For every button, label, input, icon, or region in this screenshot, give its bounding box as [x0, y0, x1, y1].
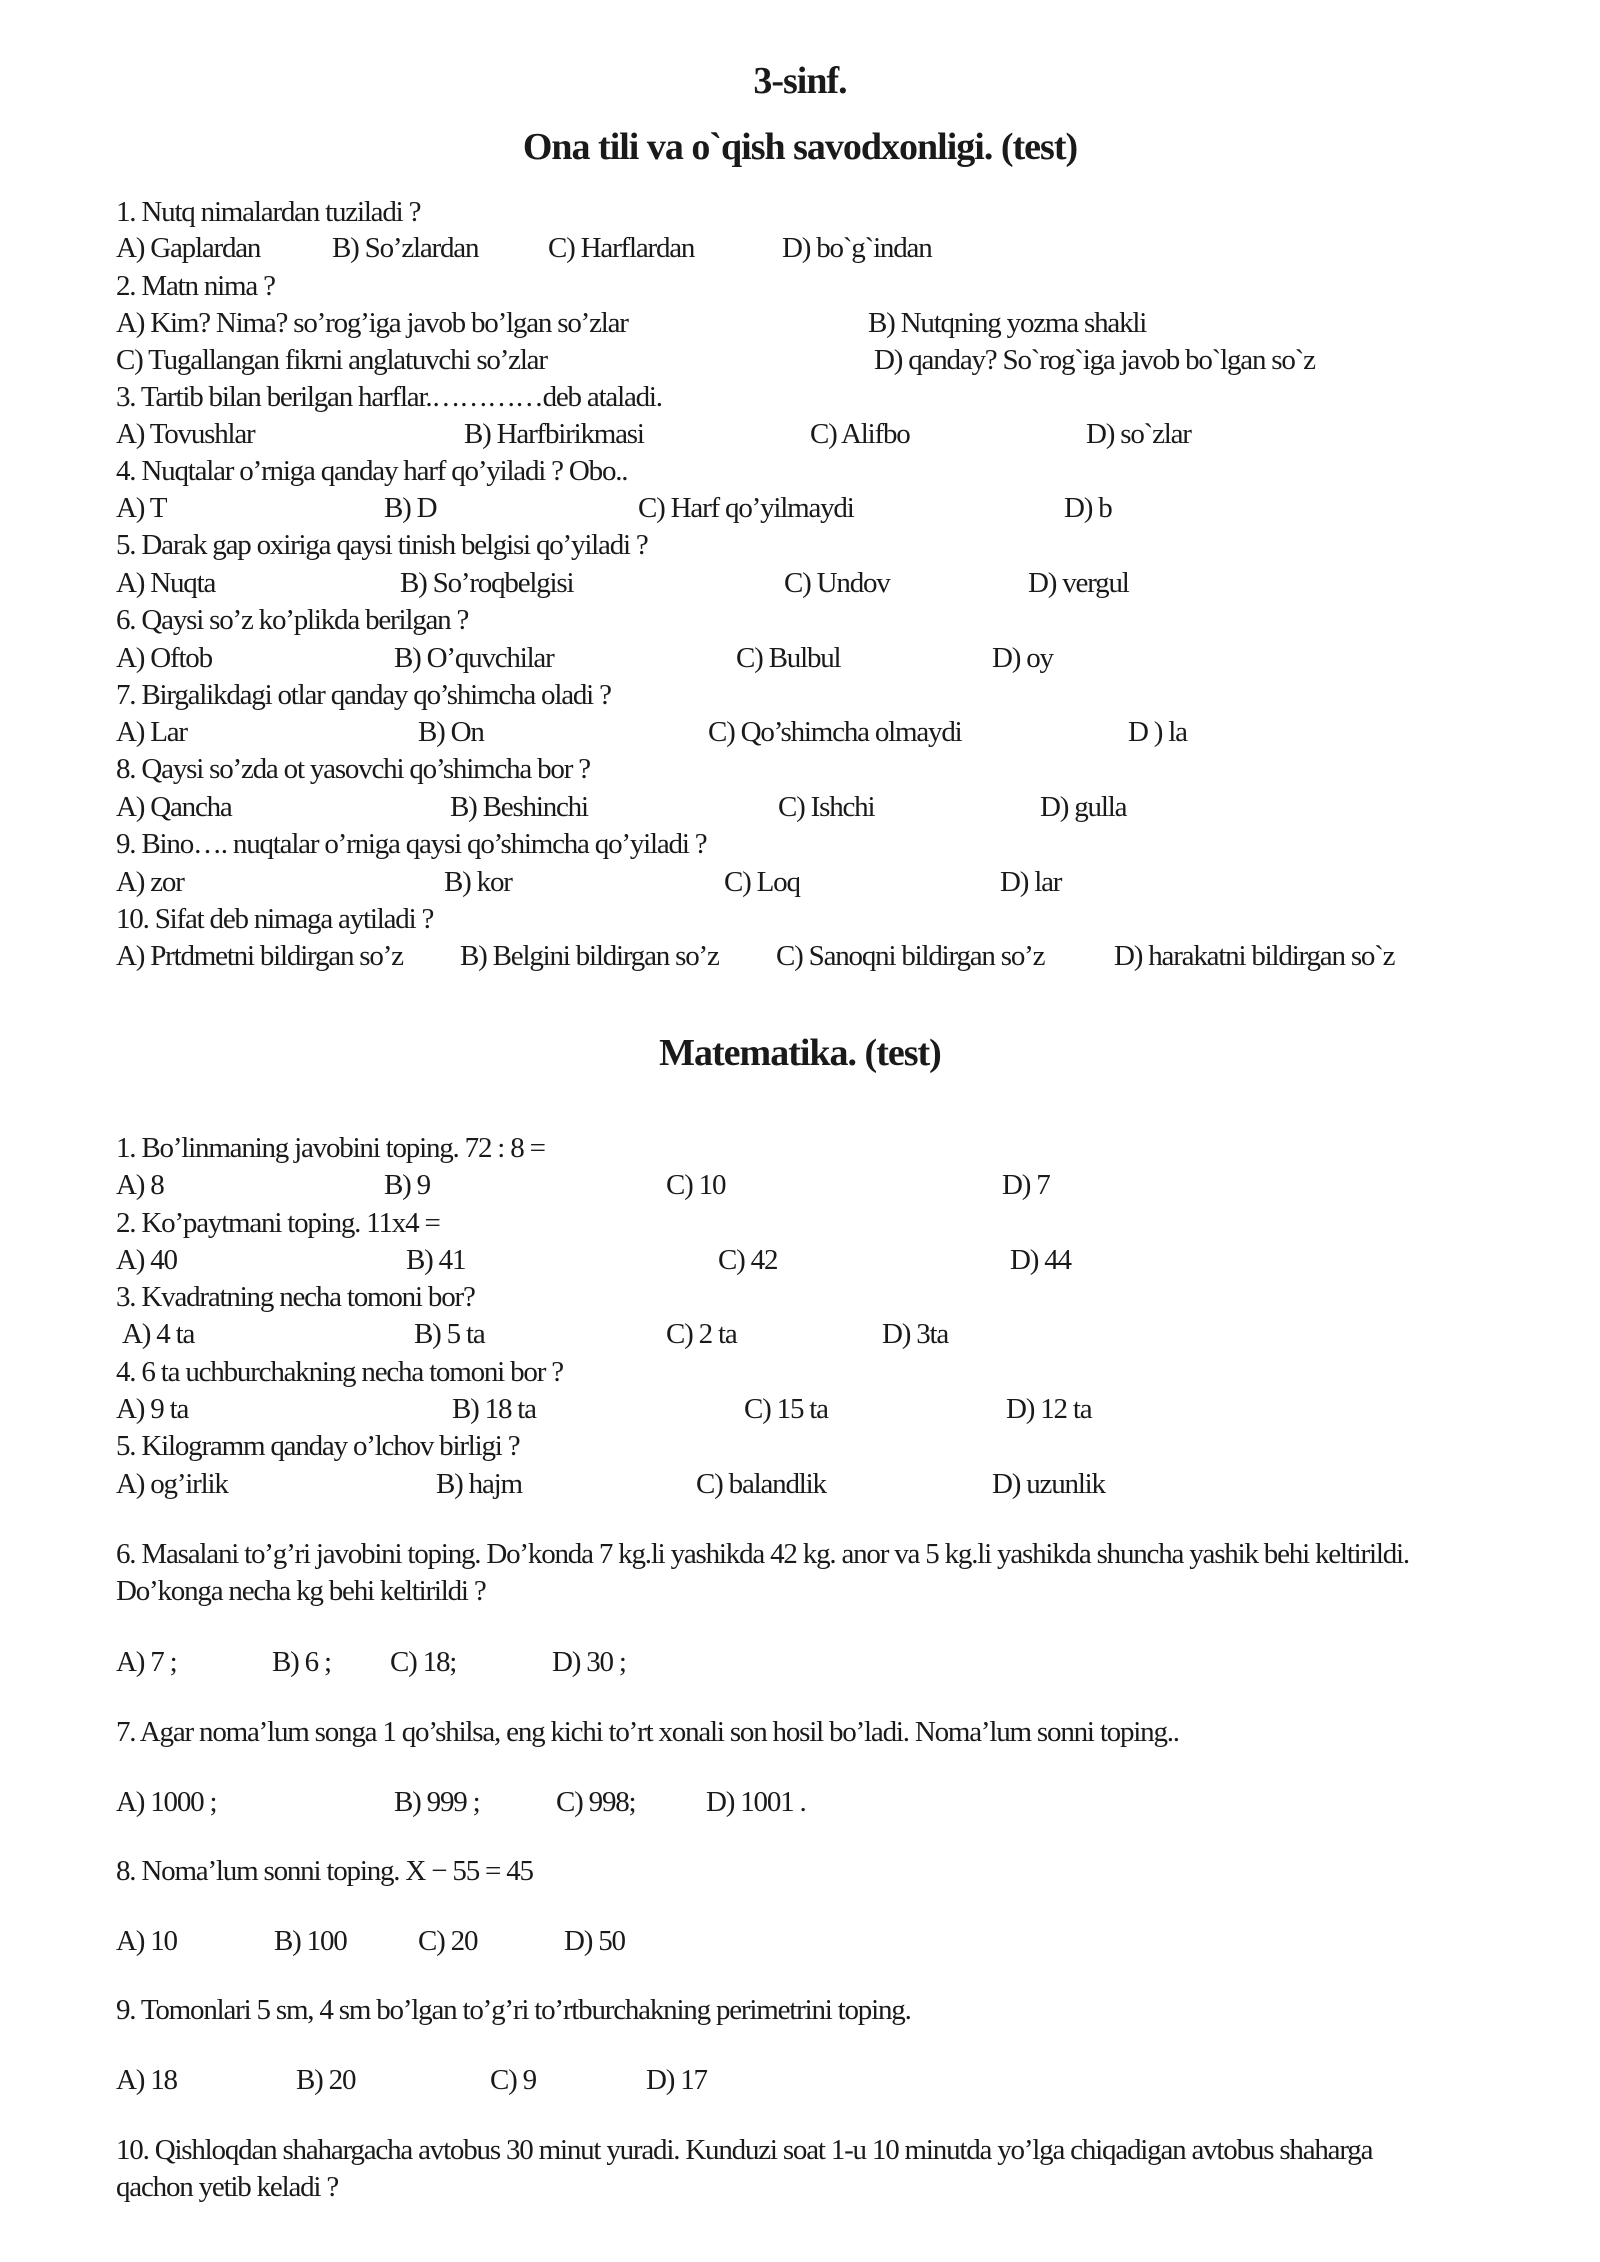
answer-option: D) qanday? So`rog`iga javob bo`lgan so`z [874, 344, 1315, 376]
answer-option: C) 10 [666, 1169, 726, 1201]
question: 2. Matn nima ? [116, 270, 275, 302]
question: 1. Bo’linmaning javobini toping. 72 : 8 = [116, 1132, 545, 1164]
answer-option: A) Kim? Nima? so’rog’iga javob bo’lgan so’zlar [116, 307, 628, 339]
answer-option: D) oy [992, 642, 1053, 674]
answer-option: A) Qancha [116, 791, 232, 823]
answer-option: C) 2 ta [666, 1318, 737, 1350]
answer-option: B) So’roqbelgisi [400, 567, 574, 599]
answer-option: C) 9 [490, 2064, 536, 2096]
question: 6. Masalani to’g’ri javobini toping. Do’konda 7 kg.li yashikda 42 kg. anor va 5 kg.li yashikda shuncha yashik behi keltirildi. Do’konga necha kg behi keltirildi ? [116, 1538, 1409, 1607]
answer-option: C) 15 ta [744, 1393, 828, 1425]
answer-option: C) Tugallangan fikrni anglatuvchi so’zlar [116, 344, 547, 376]
question: 1. Nutq nimalardan tuziladi ? [116, 196, 421, 228]
answer-option: C) Ishchi [778, 791, 875, 823]
answer-option: B) Belgini bildirgan so’z [460, 940, 719, 972]
answer-option: A) Prtdmetni bildirgan so’z [116, 940, 403, 972]
answer-option: A) Tovushlar [116, 418, 255, 450]
answer-option: C) balandlik [696, 1468, 826, 1500]
answer-option: A) 9 ta [116, 1393, 189, 1425]
answer-option: A) 8 [116, 1169, 164, 1201]
answer-option: C) Loq [724, 866, 800, 898]
answer-option: A) Oftob [116, 642, 212, 674]
answer-option: B) Nutqning yozma shakli [868, 307, 1147, 339]
answer-option: D) b [1064, 492, 1112, 524]
answer-option: C) Alifbo [810, 418, 910, 450]
answer-option: B) O’quvchilar [394, 642, 554, 674]
answer-option: A) 7 ; [116, 1646, 177, 1678]
question: 6. Qaysi so’z ko’plikda berilgan ? [116, 604, 469, 636]
section-title-ona-tili: Ona tili va o`qish savodxonligi. (test) [522, 126, 1078, 168]
answer-option: B) Harfbirikmasi [464, 418, 644, 450]
answer-option: B) 18 ta [452, 1393, 536, 1425]
answer-option: A) 1000 ; [116, 1786, 217, 1818]
answer-option: B) D [384, 492, 437, 524]
question: 2. Ko’paytmani toping. 11x4 = [116, 1207, 440, 1239]
answer-option: A) Lar [116, 716, 187, 748]
question: 7. Birgalikdagi otlar qanday qo’shimcha oladi ? [116, 679, 611, 711]
answer-option: D) 7 [1002, 1169, 1050, 1201]
question: 9. Bino…. nuqtalar o’rniga qaysi qo’shimcha qo’yiladi ? [116, 828, 707, 860]
question: 10. Qishloqdan shahargacha avtobus 30 minut yuradi. Kunduzi soat 1-u 10 minutda yo’lga chiqadigan avtobus shaharga qachon yetib keladi ? [116, 2134, 1373, 2203]
answer-option: B) kor [444, 866, 512, 898]
answer-option: A) og’irlik [116, 1468, 228, 1500]
question: 8. Qaysi so’zda ot yasovchi qo’shimcha bor ? [116, 753, 590, 785]
answer-option: A) T [116, 492, 167, 524]
answer-option: C) Harf qo’yilmaydi [638, 492, 854, 524]
answer-option: D ) la [1128, 716, 1187, 748]
question: 9. Tomonlari 5 sm, 4 sm bo’lgan to’g’ri to’rtburchakning perimetrini toping. [116, 1994, 911, 2026]
answer-option: B) 6 ; [272, 1646, 331, 1678]
answer-option: D) 1001 . [706, 1786, 806, 1818]
answer-option: D) gulla [1040, 791, 1127, 823]
answer-option: D) harakatni bildirgan so`z [1114, 940, 1395, 972]
question: 10. Sifat deb nimaga aytiladi ? [116, 903, 434, 935]
answer-option: B) 5 ta [414, 1318, 485, 1350]
answer-option: B) 9 [384, 1169, 430, 1201]
answer-option: A) Gaplardan [116, 232, 261, 264]
answer-option: C) 998; [556, 1786, 636, 1818]
answer-option: D) lar [1000, 866, 1062, 898]
answer-option: D) so`zlar [1086, 418, 1191, 450]
answer-option: C) Sanoqni bildirgan so’z [776, 940, 1045, 972]
answer-option: D) 17 [646, 2064, 707, 2096]
answer-option: A) 18 [116, 2064, 177, 2096]
answer-option: C) 18; [390, 1646, 457, 1678]
question: 7. Agar noma’lum songa 1 qo’shilsa, eng kichi to’rt xonali son hosil bo’ladi. Noma’lum sonni toping.. [116, 1716, 1179, 1748]
question: 5. Darak gap oxiriga qaysi tinish belgisi qo’yiladi ? [116, 529, 648, 561]
answer-option: D) 30 ; [552, 1646, 626, 1678]
answer-option: C) Qo’shimcha olmaydi [708, 716, 962, 748]
answer-option: B) On [418, 716, 484, 748]
question: 3. Tartib bilan berilgan harflar.…………deb ataladi. [116, 381, 662, 413]
answer-option: A) 4 ta [122, 1318, 195, 1350]
answer-option: D) 12 ta [1006, 1393, 1092, 1425]
answer-option: B) So’zlardan [332, 232, 479, 264]
answer-option: B) 41 [406, 1244, 466, 1276]
answer-option: B) 100 [274, 1925, 347, 1957]
answer-option: C) Undov [784, 567, 890, 599]
answer-option: D) 44 [1010, 1244, 1071, 1276]
question: 4. Nuqtalar o’rniga qanday harf qo’yiladi ? Obo.. [116, 455, 628, 487]
question: 5. Kilogramm qanday o’lchov birligi ? [116, 1430, 520, 1462]
answer-option: D) 3ta [882, 1318, 949, 1350]
answer-option: A) 10 [116, 1925, 177, 1957]
answer-option: A) zor [116, 866, 184, 898]
answer-option: A) Nuqta [116, 567, 216, 599]
answer-option: D) bo`g`indan [782, 232, 932, 264]
answer-option: C) Harflardan [548, 232, 695, 264]
question: 8. Noma’lum sonni toping. X − 55 = 45 [116, 1855, 533, 1887]
answer-option: D) 50 [564, 1925, 625, 1957]
answer-option: B) 20 [296, 2064, 356, 2096]
answer-option: C) 20 [418, 1925, 478, 1957]
answer-option: D) vergul [1028, 567, 1129, 599]
answer-option: B) hajm [436, 1468, 522, 1500]
answer-option: C) Bulbul [736, 642, 841, 674]
answer-option: C) 42 [718, 1244, 778, 1276]
grade-title: 3-sinf. [753, 60, 847, 102]
section-title-matematika: Matematika. (test) [659, 1032, 941, 1074]
answer-option: A) 40 [116, 1244, 177, 1276]
question: 4. 6 ta uchburchakning necha tomoni bor ? [116, 1356, 563, 1388]
answer-option: B) Beshinchi [450, 791, 588, 823]
question: 3. Kvadratning necha tomoni bor? [116, 1281, 475, 1313]
answer-option: D) uzunlik [992, 1468, 1105, 1500]
answer-option: B) 999 ; [394, 1786, 480, 1818]
